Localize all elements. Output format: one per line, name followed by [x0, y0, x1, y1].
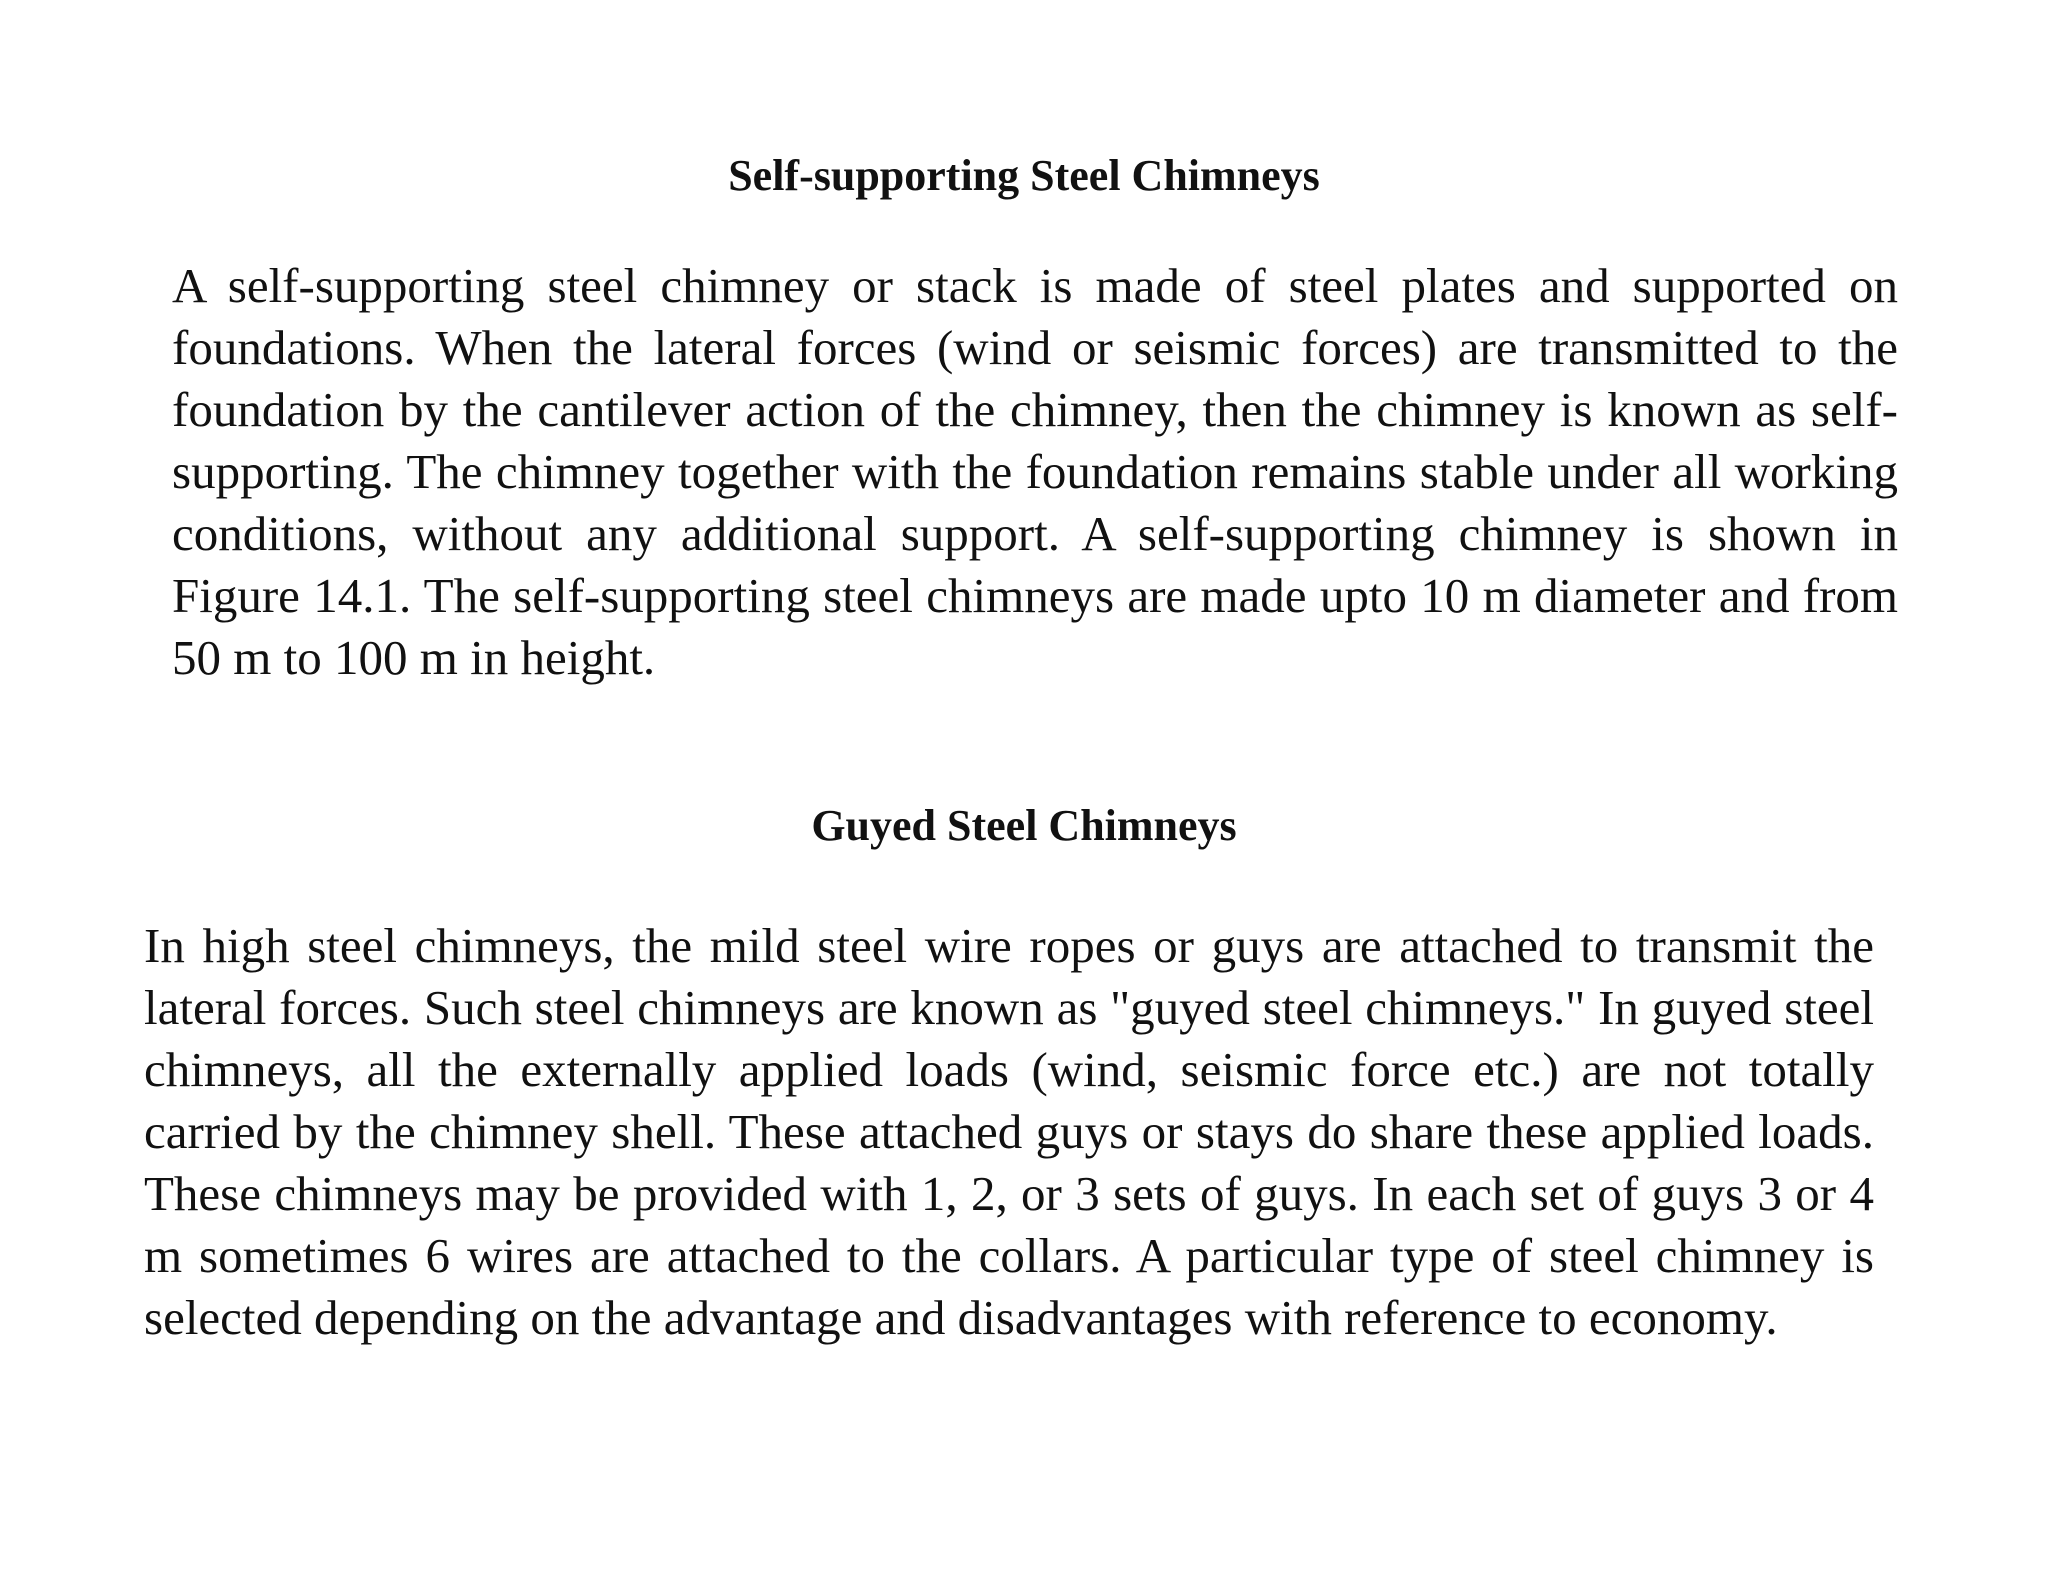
section-body-guyed: In high steel chimneys, the mild steel wire ropes or guys are attached to transmit the lateral forces. Such steel chimneys are known as "guyed steel chimneys." In guyed steel chimneys, all the externally applied loads (wind, seismic force etc.) are not totally carried by the chimney shell. These attached guys or stays do share these applied loads. These chimneys may be provided with 1, 2, or 3 sets of guys. In each set of guys 3 or 4 m sometimes 6 wires are attached to the collars. A particular type of steel chimney is selected depending on the advantage and disadvantages with reference to economy. [144, 918, 1874, 1345]
section-body-self-supporting: A self-supporting steel chimney or stack is made of steel plates and supported on foundations. When the lateral forces (wind or seismic forces) are transmitted to the foundation by the cantilever action of the chimney, then the chimney is known as self-supporting. The chimney together with the foundation remains stable under all working conditions, without any additional support. A self-supporting chimney is shown in Figure 14.1. The self-supporting steel chimneys are made upto 10 m diameter and from 50 m to 100 m in height. [172, 258, 1898, 685]
section-heading-guyed: Guyed Steel Chimneys [811, 801, 1237, 850]
section-heading-self-supporting: Self-supporting Steel Chimneys [728, 151, 1320, 200]
